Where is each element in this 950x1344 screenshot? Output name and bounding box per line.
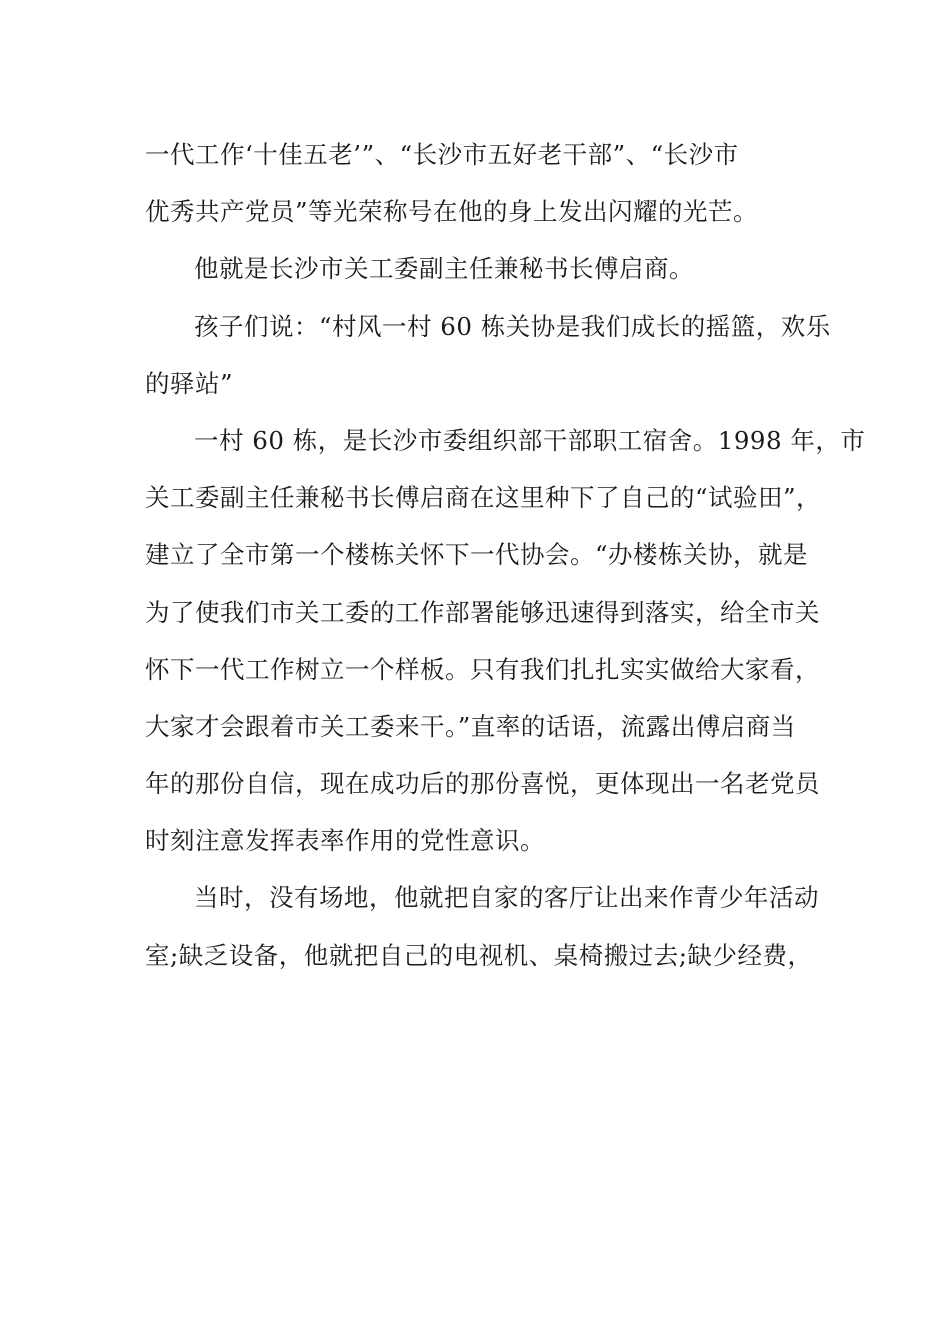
text-line: 大家才会跟着市关工委来干。”直率的话语，流露出傅启商当 xyxy=(145,711,796,741)
text-line: 关工委副主任兼秘书长傅启商在这里种下了自己的“试验田”， xyxy=(145,483,822,513)
text-line: 建立了全市第一个楼栋关怀下一代协会。“办楼栋关协，就是 xyxy=(145,540,809,570)
text-line: 一村 60 栋，是长沙市委组织部干部职工宿舍。1998 年，市 xyxy=(194,425,866,455)
text-line: 孩子们说：“村风一村 60 栋关协是我们成长的摇篮，欢乐 xyxy=(194,311,831,341)
text-line: 时刻注意发挥表率作用的党性意识。 xyxy=(145,826,545,856)
text-line: 一代工作‘十佳五老’”、“长沙市五好老干部”、“长沙市 xyxy=(145,140,739,169)
text-line: 优秀共产党员”等光荣称号在他的身上发出闪耀的光芒。 xyxy=(145,197,759,227)
text-line: 年的那份自信，现在成功后的那份喜悦，更体现出一名老党员 xyxy=(145,769,820,799)
text-line: 室;缺乏设备，他就把自己的电视机、桌椅搬过去;缺少经费， xyxy=(145,940,813,970)
text-line: 当时，没有场地，他就把自家的客厅让出来作青少年活动 xyxy=(194,883,819,913)
text-line: 为了使我们市关工委的工作部署能够迅速得到落实，给全市关 xyxy=(145,597,820,627)
text-line: 的驿站” xyxy=(145,368,234,398)
text-line: 怀下一代工作树立一个样板。只有我们扎扎实实做给大家看， xyxy=(145,654,820,684)
text-line: 他就是长沙市关工委副主任兼秘书长傅启商。 xyxy=(194,254,694,284)
body-text xyxy=(145,126,866,984)
